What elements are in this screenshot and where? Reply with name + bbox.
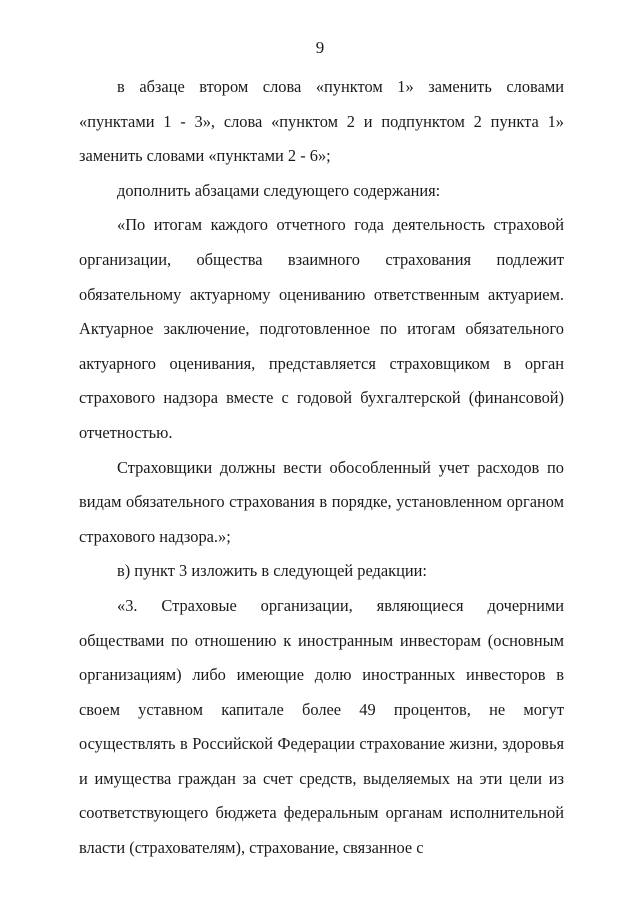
page-number: 9: [315, 38, 325, 57]
paragraph-separate-accounting: Страховщики должны вести обособленный учет расходов по видам обязательного страхования в порядке, установленном органом страхового надзора.»;: [79, 457, 564, 546]
paragraph-point-3-intro: в) пункт 3 изложить в следующей редакции:: [117, 561, 427, 581]
paragraph-actuarial-assessment: «По итогам каждого отчетного года деятельность страховой организации, общества взаимного страхования подлежит обязательному актуарному оцениванию ответственным актуарием. Актуарное заключение, подготовленное по итогам обязательного актуарного оценивания, представляется страховщиком в орган страхового надзора вместе с годовой бухгалтерской (финансовой) отчетностью.: [79, 215, 564, 442]
document-body: [79, 70, 564, 866]
paragraph-amendment-1: в абзаце втором слова «пунктом 1» заменить словами «пунктами 1 - 3», слова «пунктом 2 и подпунктом 2 пункта 1» заменить словами «пунктами 2 - 6»;: [79, 77, 564, 166]
paragraph-point-3-text: «3. Страховые организации, являющиеся дочерними обществами по отношению к иностранным инвесторам (основным организациям) либо имеющие долю иностранных инвесторов в своем уставном капитале более 49 процентов, не могут осуществлять в Российской Федерации страхование жизни, здоровья и имущества граждан за счет средств, выделяемых на эти цели из соответствующего бюджета федеральным органам исполнительной власти (страхователям), страхование, связанное с: [79, 595, 564, 858]
paragraph-supplement-intro: дополнить абзацами следующего содержания:: [117, 180, 441, 200]
